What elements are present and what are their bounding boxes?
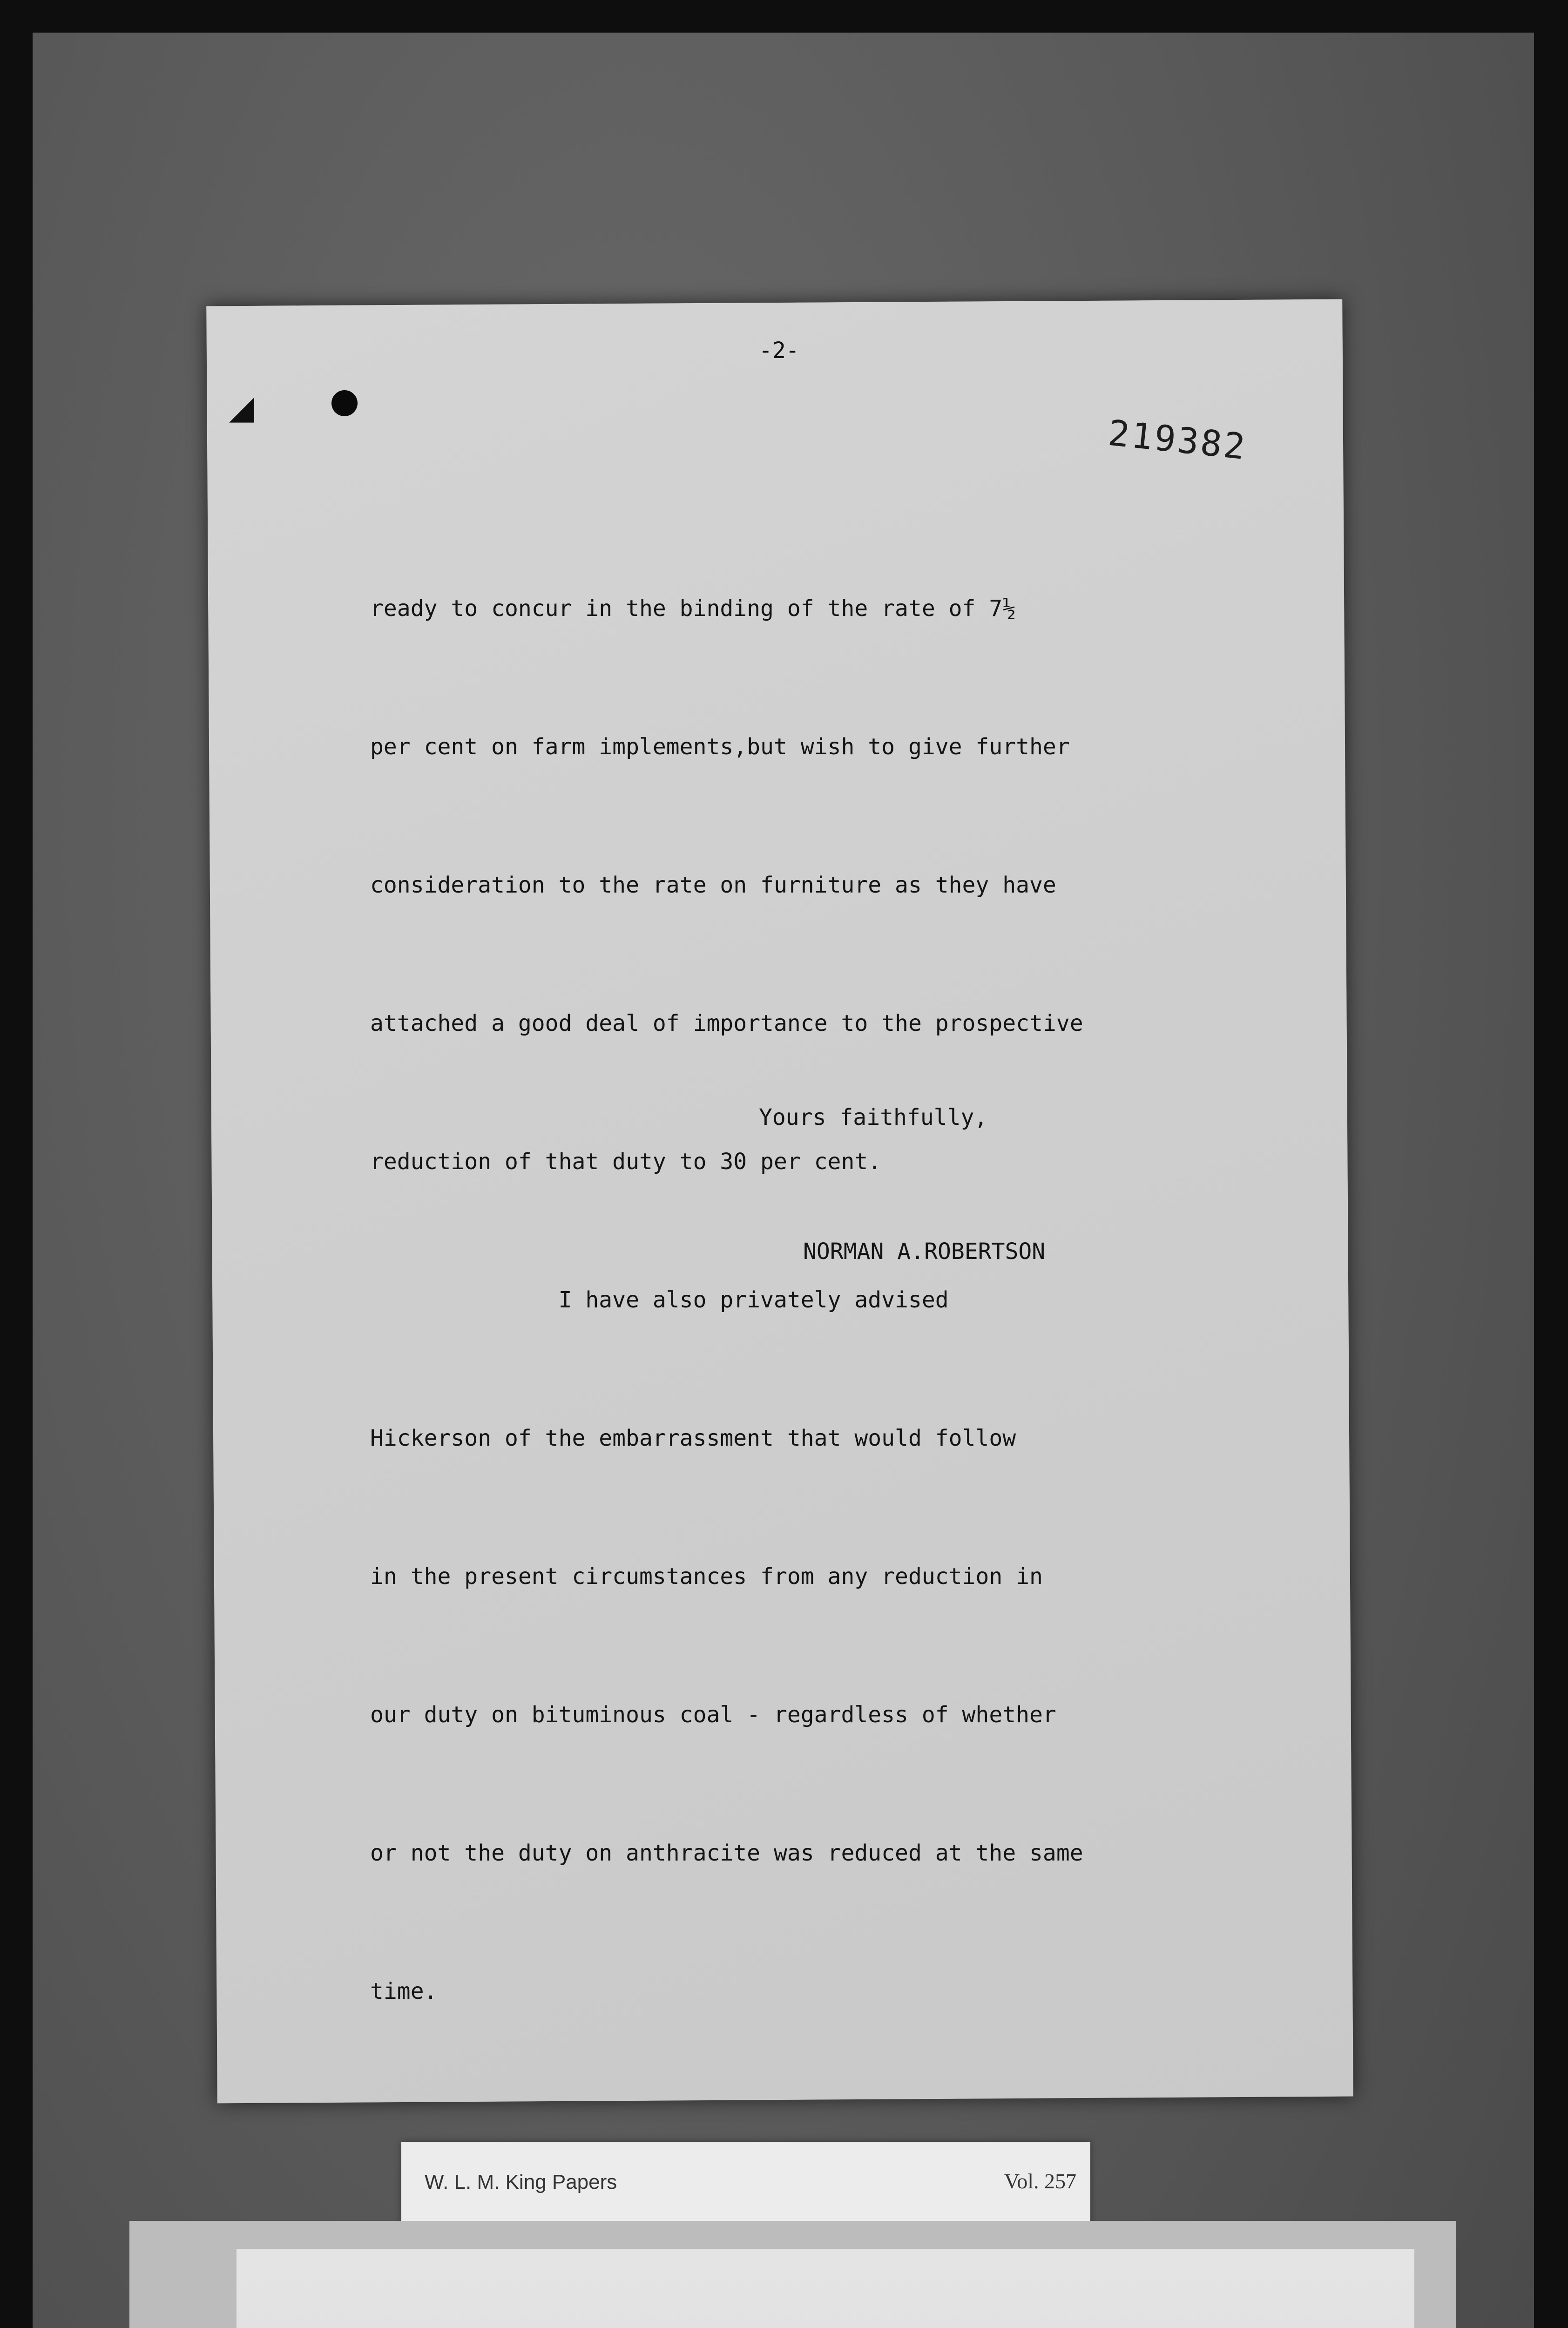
archive-banner (129, 2221, 1456, 2328)
body-line: attached a good deal of importance to the prospective (370, 1010, 1083, 1036)
body-line: I have also privately advised (370, 1287, 949, 1313)
letter-closing (759, 1006, 1045, 1319)
body-line: per cent on farm implements,but wish to give further (370, 734, 1070, 760)
body-line: our duty on bituminous coal - regardless of whether (370, 1702, 1056, 1728)
collection-name: W. L. M. King Papers (425, 2171, 617, 2193)
volume-number: Vol. 257 (1004, 2169, 1076, 2193)
body-line: Hickerson of the embarrassment that would follow (370, 1425, 1016, 1451)
body-line: consideration to the rate on furniture as they have (370, 872, 1056, 898)
body-line: in the present circumstances from any reduction in (370, 1563, 1043, 1590)
archive-panel (237, 2249, 1414, 2328)
page-number: -2- (759, 338, 799, 364)
punch-hole (331, 390, 358, 416)
body-line: reduction of that duty to 30 per cent. (370, 1149, 882, 1175)
closing-phrase: Yours faithfully, (759, 1104, 988, 1130)
staple-mark: ◢ (229, 388, 254, 426)
body-line: or not the duty on anthracite was reduced at the same (370, 1840, 1083, 1866)
body-line: ready to concur in the binding of the rate of 7½ (370, 596, 1016, 622)
signer-name: NORMAN A.ROBERTSON (803, 1238, 1046, 1265)
document-stamp-number: 219382 (1106, 412, 1249, 468)
body-line: time. (370, 1978, 438, 2004)
